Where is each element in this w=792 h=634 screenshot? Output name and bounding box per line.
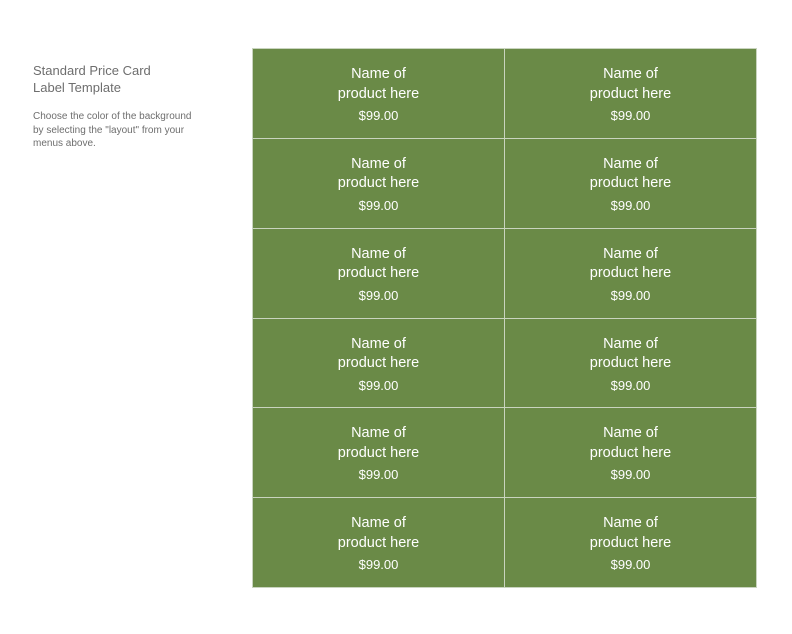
- product-name[interactable]: Name of product here: [337, 155, 420, 192]
- product-name[interactable]: Name of product here: [589, 425, 672, 461]
- price-card[interactable]: [253, 49, 504, 138]
- price-card[interactable]: [505, 319, 756, 408]
- price-card[interactable]: [505, 408, 756, 497]
- price-card[interactable]: [253, 229, 504, 318]
- product-price[interactable]: $99.00: [610, 557, 651, 573]
- product-name[interactable]: Name of product here: [589, 335, 672, 371]
- price-card[interactable]: [253, 139, 504, 228]
- product-name[interactable]: Name of product here: [589, 245, 672, 282]
- product-name[interactable]: Name of product here: [589, 66, 672, 102]
- price-card[interactable]: [505, 498, 756, 587]
- price-card[interactable]: [505, 139, 756, 228]
- product-price[interactable]: $99.00: [358, 557, 399, 573]
- product-name[interactable]: Name of product here: [589, 155, 672, 192]
- product-name[interactable]: Name of product here: [337, 425, 420, 461]
- price-card[interactable]: [253, 408, 504, 497]
- price-card[interactable]: [253, 319, 504, 408]
- product-price[interactable]: $99.00: [610, 467, 651, 483]
- product-name[interactable]: Name of product here: [337, 245, 420, 282]
- price-card[interactable]: [505, 229, 756, 318]
- template-title: Standard Price Card Label Template: [33, 63, 151, 95]
- instructions-panel: [33, 62, 223, 151]
- product-price[interactable]: $99.00: [610, 197, 651, 213]
- product-price[interactable]: $99.00: [358, 287, 399, 303]
- price-card[interactable]: [253, 498, 504, 587]
- product-price[interactable]: $99.00: [610, 287, 651, 303]
- template-instructions: Choose the color of the background by selecting the "layout" from your menus above.: [33, 111, 192, 149]
- product-name[interactable]: Name of product here: [337, 66, 420, 102]
- product-price[interactable]: $99.00: [610, 108, 651, 123]
- price-card-grid: [252, 48, 757, 588]
- product-price[interactable]: $99.00: [610, 377, 651, 393]
- price-card[interactable]: [505, 49, 756, 138]
- product-price[interactable]: $99.00: [358, 377, 399, 393]
- product-name[interactable]: Name of product here: [337, 335, 420, 371]
- product-price[interactable]: $99.00: [358, 197, 399, 213]
- product-name[interactable]: Name of product here: [337, 515, 420, 551]
- product-price[interactable]: $99.00: [358, 467, 399, 483]
- product-price[interactable]: $99.00: [358, 108, 399, 123]
- product-name[interactable]: Name of product here: [589, 515, 672, 551]
